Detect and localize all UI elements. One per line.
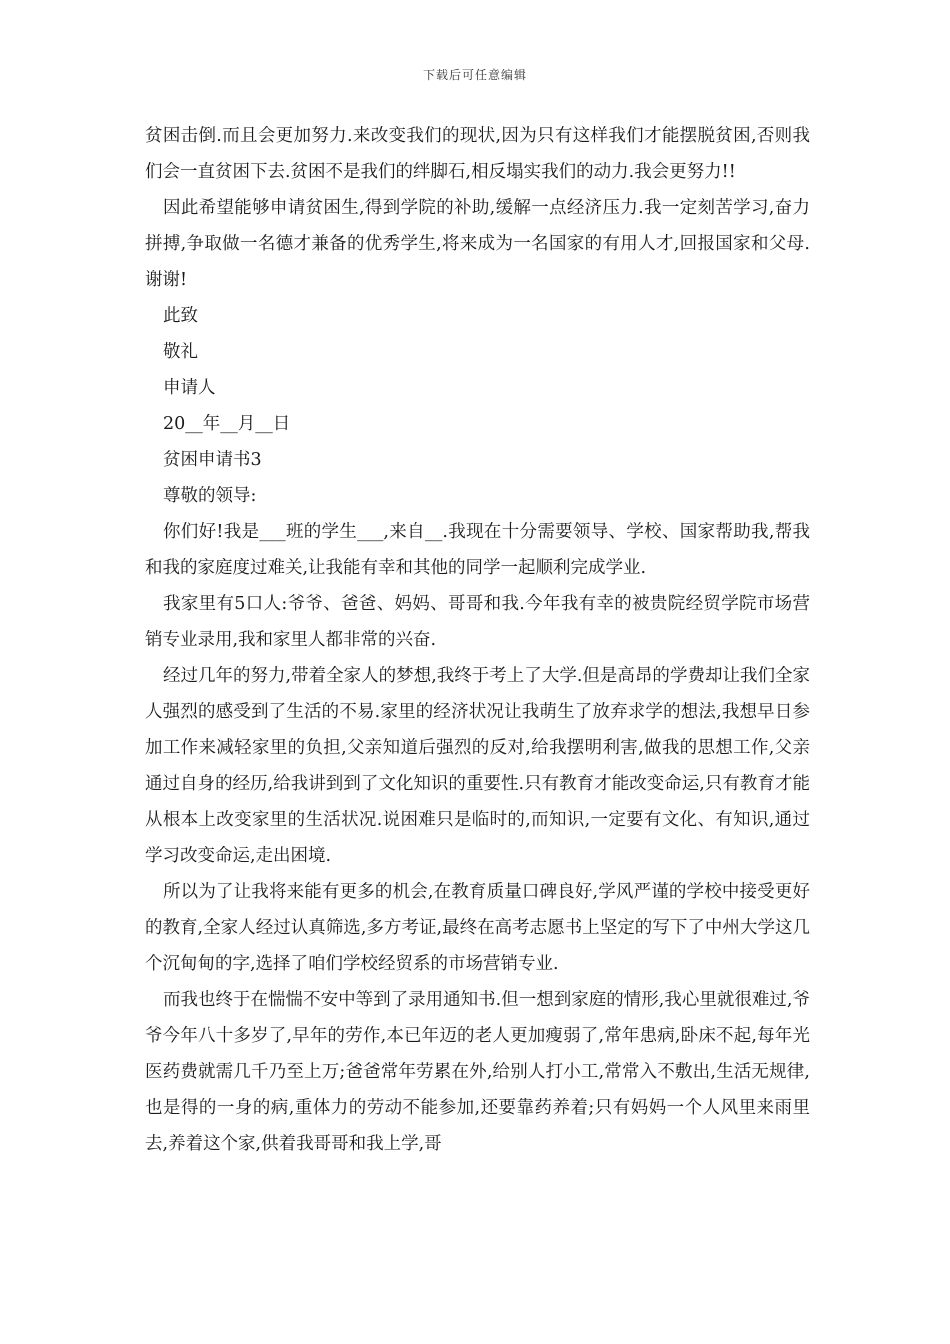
paragraph: 申请人 [163,378,216,398]
page-header: 下载后可任意编辑 [422,68,527,82]
paragraph: 此致 [163,306,198,326]
paragraph: 贫困申请书3 [163,450,262,470]
paragraph: 而我也终于在惴惴不安中等到了录用通知书.但一想到家庭的情形,我心里就很难过,爷爷今年八十多岁了,早年的劳作,本已年迈的老人更加瘦弱了,常年患病,卧床不起,每年光医药费就需几千乃至上万;爸爸常年劳累在外,给别人打小工,常常入不敷出,生活无规律,也是得的一身的病,重体力的劳动不能参加,还要靠药养着;只有妈妈一个人风里来雨里去,养着这个家,供着我哥哥和我上学,哥 [145,990,810,1154]
paragraph: 经过几年的努力,带着全家人的梦想,我终于考上了大学.但是高昂的学费却让我们全家人强烈的感受到了生活的不易.家里的经济状况让我萌生了放弃求学的想法,我想早日参加工作来减轻家里的负担,父亲知道后强烈的反对,给我摆明利害,做我的思想工作,父亲通过自身的经历,给我讲到到了文化知识的重要性.只有教育才能改变命运,只有教育才能从根本上改变家里的生活状况.说困难只是临时的,而知识,一定要有文化、有知识,通过学习改变命运,走出困境. [145,666,810,866]
paragraph: 所以为了让我将来能有更多的机会,在教育质量口碑良好,学风严谨的学校中接受更好的教育,全家人经过认真筛选,多方考证,最终在高考志愿书上坚定的写下了中州大学这几个沉甸甸的字,选择了咱们学校经贸系的市场营销专业. [145,882,810,974]
paragraph: 尊敬的领导: [163,486,257,506]
paragraph: 我家里有5口人:爷爷、爸爸、妈妈、哥哥和我.今年我有幸的被贵院经贸学院市场营销专业录用,我和家里人都非常的兴奋. [145,594,810,650]
paragraph: 贫困击倒.而且会更加努力.来改变我们的现状,因为只有这样我们才能摆脱贫困,否则我们会一直贫困下去.贫困不是我们的绊脚石,相反塌实我们的动力.我会更努力!! [145,126,810,182]
paragraph: 敬礼 [163,342,198,362]
paragraph: 因此希望能够申请贫困生,得到学院的补助,缓解一点经济压力.我一定刻苦学习,奋力拼搏,争取做一名德才兼备的优秀学生,将来成为一名国家的有用人才,回报国家和父母.谢谢! [145,198,810,290]
paragraph: 你们好!我是___班的学生___,来自__.我现在十分需要领导、学校、国家帮助我,帮我和我的家庭度过难关,让我能有幸和其他的同学一起顺利完成学业. [145,522,810,578]
paragraph: 20__年__月__日 [163,414,291,434]
document-body [145,118,810,1162]
